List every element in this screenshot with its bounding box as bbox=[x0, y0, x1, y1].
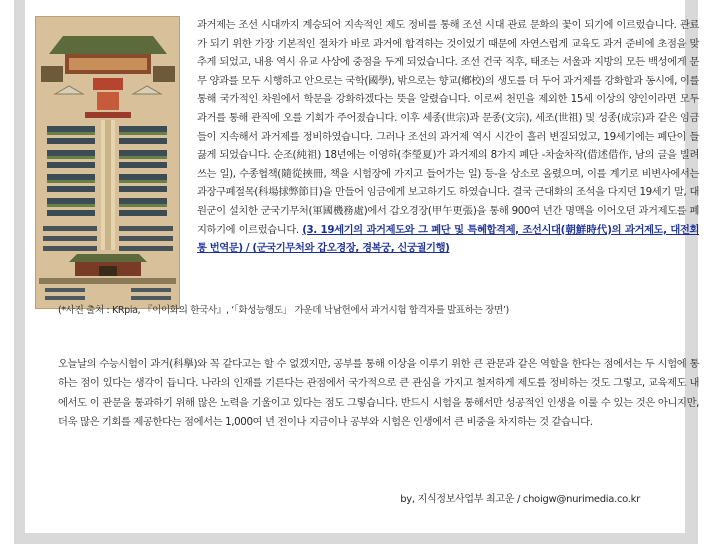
source-link[interactable]: (3. 19세기의 과거제도와 그 폐단 및 특혜합격제, 조선시대(朝鮮時代)의 과거제도, 대전회통 번역문) / (군국기무처와 갑오경장, 경복궁, 신궁궐기행) bbox=[197, 223, 699, 255]
article-page bbox=[25, 0, 699, 533]
article-paragraph-1 bbox=[197, 16, 699, 258]
paragraph-1-text: 과거제는 조선 시대까지 계승되어 지속적인 제도 정비를 통해 조선 시대 관료 문화의 꽃이 되기에 이르렀습니다. 관료가 되기 위한 가장 기본적인 절차가 바로 과거에 합격하는 것이었기 때문에 자연스럽게 교육도 과거 준비에 초점을 맞추게 되었고, 내용 역시 유교 사상에 중점을 두게 되었습니다. 조선 건국 직후, 태조는 서울과 지방의 모든 백성에게 문무 양과를 모두 시행하고 안으로는 국학(國學), 밖으로는 향교(鄕校)의 생도를 더 두어 과거제를 강화할과 동시에, 이를 통해 국가적인 차원에서 학문을 강화하겠다는 뜻을 알렸습니다. 이로써 천민을 제외한 15세 이상의 양인이라면 모두 과거를 통해 관직에 오를 기회가 주어졌습니다. 이후 세종(世宗)과 문종(文宗), 세조(世祖) 및 성종(成宗)과 같은 임금들이 지속해서 과거제를 정비하였습니다. 그러나 조선의 과거제 역시 시간이 흘러 변질되었고, 19세기에는 폐단이 들끓게 되었습니다. 순조(純祖) 18년에는 이영하(李瑩夏)가 과거제의 8가지 폐단 -차술차작(借述借作, 남의 글을 빌려 쓰는 일), 수종협책(隨從挾冊, 책을 시험장에 가지고 들어가는 일) 등-을 상소로 올렸으며, 이를 계기로 비변사에서는 과장구폐절목(科場捄弊節目)을 만들어 임금에게 보고하기도 하였습니다. 결국 근대화의 조석을 다지던 19세기 말, 대원군이 설치한 군국기무처(軍國機務處)에서 갑오경장(甲午更張)을 통해 900여 년간 명맥을 이어오던 과거제도를 폐지하기에 이르렀습니다. bbox=[197, 19, 699, 236]
historical-painting-image bbox=[35, 16, 180, 309]
photo-caption: (*사진 출처 : KRpia, 『이이화의 한국사』, ‘「화성능행도」 가운데 낙남헌에서 과거시험 합격자를 발표하는 장면’) bbox=[58, 305, 509, 316]
article-paragraph-2: 오늘날의 수능시험이 과거(科擧)와 꼭 같다고는 할 수 없겠지만, 공부를 통해 이상을 이루기 위한 큰 관문과 같은 역할을 한다는 점에서는 두 시험에 통하는 점이 있다는 생각이 듭니다. 나라의 인재를 기른다는 관점에서 국가적으로 큰 관심을 가지고 철저하게 제도를 정비하는 것도 그렇고, 교육제도 내에서도 이 관문을 통과하기 위해 많은 노력을 기울이고 있다는 점도 그렇습니다. 반드시 시험을 통해서만 성공적인 인생을 이룰 수 있는 것은 아니지만, 더욱 많은 기회를 제공한다는 점에서는 1,000여 년 전이나 지금이나 공부와 시험은 인생에서 큰 비중을 차지하는 것 같습니다. bbox=[58, 358, 699, 429]
author-byline: by, 지식정보사업부 최고운 / choigw@nurimedia.co.kr bbox=[400, 494, 640, 505]
